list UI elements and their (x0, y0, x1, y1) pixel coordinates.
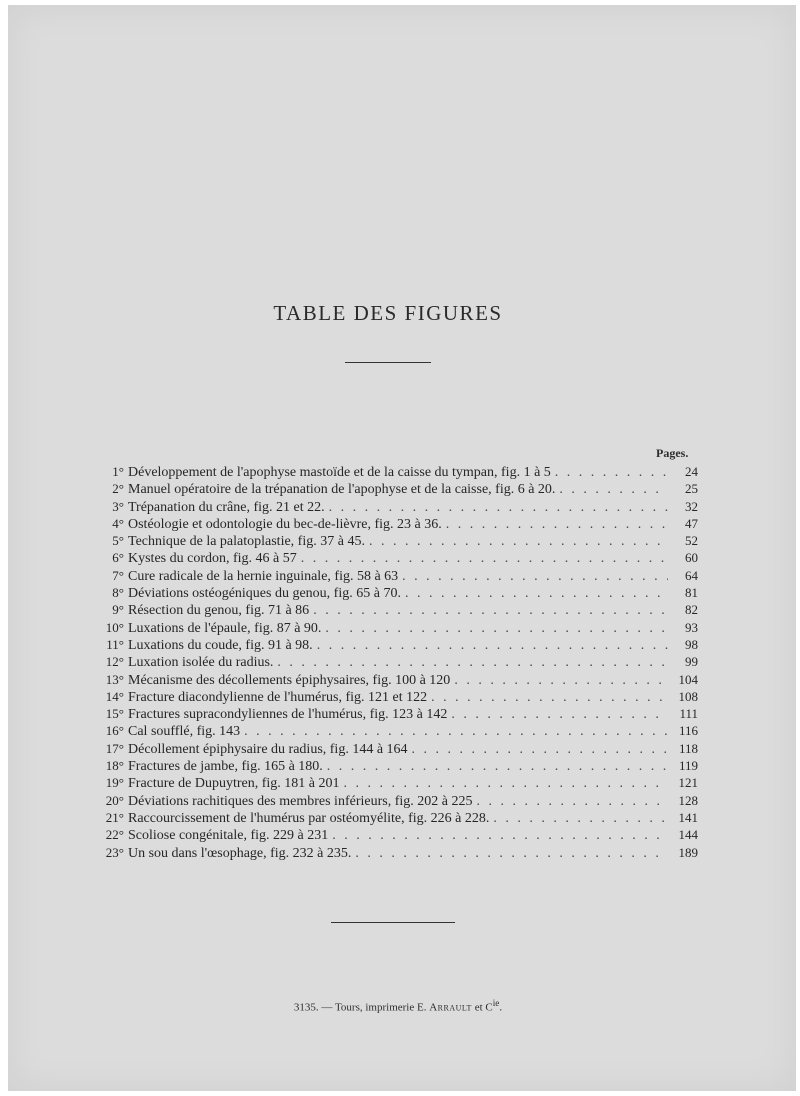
leader-dots (398, 568, 668, 585)
entry-page: 121 (678, 775, 698, 791)
toc-row (98, 653, 698, 670)
toc-row (98, 774, 698, 791)
entry-page: 64 (685, 567, 698, 583)
entry-number: 15° (105, 706, 124, 722)
entry-page: 52 (685, 533, 698, 549)
entry-label: Mécanisme des décollements épiphysaires, fig. 100 à 120 (128, 672, 451, 688)
entry-page: 116 (678, 723, 698, 739)
entry-label: Cure radicale de la hernie inguinale, fig. 58 à 63 (128, 568, 399, 584)
entry-label: Déviations rachitiques des membres inférieurs, fig. 202 à 225 (128, 793, 473, 809)
leader-dots (447, 706, 668, 723)
entry-label: Raccourcissement de l'humérus par ostéomyélite, fig. 226 à 228. (128, 810, 490, 826)
leader-dots (351, 845, 668, 862)
toc-row (98, 584, 698, 601)
toc-row (98, 844, 698, 861)
toc-row (98, 722, 698, 739)
toc-row (98, 567, 698, 584)
entry-number: 12° (105, 654, 124, 670)
toc-row (98, 619, 698, 636)
toc-row (98, 740, 698, 757)
entry-page: 24 (685, 464, 698, 479)
entry-number: 17° (105, 740, 124, 756)
entry-number: 19° (105, 775, 124, 791)
entry-label: Luxations du coude, fig. 91 à 98. (128, 637, 313, 653)
entry-number: 10° (105, 619, 124, 635)
entry-label: Ostéologie et odontologie du bec-de-lièvre, fig. 23 à 36. (128, 516, 442, 532)
leader-dots (450, 672, 668, 689)
toc-row (98, 688, 698, 705)
entry-page: 93 (685, 619, 698, 635)
entry-page: 189 (678, 844, 698, 860)
entry-label: Luxation isolée du radius. (128, 655, 274, 671)
entry-label: Fracture diacondylienne de l'humérus, fig. 121 et 122 (128, 689, 428, 705)
leader-dots (427, 689, 668, 706)
entry-page: 98 (685, 636, 698, 652)
leader-dots (273, 654, 668, 671)
entry-number: 6° (112, 550, 124, 566)
leader-dots (309, 602, 668, 619)
leader-dots (472, 793, 668, 810)
entry-label: Fractures supracondyliennes de l'humérus, fig. 123 à 142 (128, 707, 448, 723)
entry-number: 8° (112, 585, 124, 601)
toc-row (98, 549, 698, 566)
entry-number: 20° (105, 792, 124, 808)
entry-number: 13° (105, 671, 124, 687)
entry-number: 16° (105, 723, 124, 739)
entry-page: 118 (678, 740, 698, 756)
toc-row (98, 792, 698, 809)
entry-number: 7° (112, 567, 124, 583)
toc-row (98, 532, 698, 549)
entry-label: Résection du genou, fig. 71 à 86 (128, 603, 310, 619)
leader-dots (240, 723, 668, 740)
toc-row (98, 636, 698, 653)
leader-dots (442, 516, 668, 533)
toc-row (98, 515, 698, 532)
entry-label: Décollement épiphysaire du radius, fig. 144 à 164 (128, 741, 408, 757)
entry-number: 2° (112, 481, 124, 497)
leader-dots (551, 464, 668, 481)
title-divider (345, 362, 431, 363)
entry-number: 5° (112, 533, 124, 549)
imprint-end: . (499, 1001, 503, 1014)
entry-number: 11° (106, 636, 124, 652)
entry-number: 9° (112, 602, 124, 618)
entry-label: Luxations de l'épaule, fig. 87 à 90. (128, 620, 322, 636)
toc-row (98, 463, 698, 480)
leader-dots (340, 775, 669, 792)
entry-page: 82 (685, 602, 698, 618)
printer-imprint (8, 998, 788, 1014)
entry-number: 4° (112, 515, 124, 531)
toc-row (98, 480, 698, 497)
entry-number: 14° (105, 688, 124, 704)
entry-label: Scoliose congénitale, fig. 229 à 231 (128, 828, 329, 844)
imprint-prefix: 3135. — Tours, imprimerie E. (293, 1001, 427, 1014)
entry-label: Développement de l'apophyse mastoïde et de la caisse du tympan, fig. 1 à 5 (128, 465, 551, 480)
entry-page: 25 (685, 481, 698, 497)
imprint-suffix: et C (474, 1001, 493, 1014)
toc-row (98, 498, 698, 515)
table-of-figures (98, 463, 698, 861)
leader-dots (325, 499, 668, 516)
toc-row (98, 826, 698, 843)
entry-page: 104 (678, 671, 698, 687)
entry-label: Trépanation du crâne, fig. 21 et 22. (128, 499, 325, 515)
entry-page: 47 (685, 515, 698, 531)
entry-page: 141 (678, 809, 698, 825)
toc-row (98, 705, 698, 722)
page-title: TABLE DES FIGURES (273, 301, 503, 325)
leader-dots (489, 810, 668, 827)
entry-number: 21° (105, 809, 124, 825)
leader-dots (555, 481, 668, 498)
pages-column-header: Pages. (656, 446, 689, 460)
entry-page: 119 (678, 758, 698, 774)
leader-dots (297, 550, 668, 567)
toc-row (98, 601, 698, 618)
entry-page: 60 (685, 550, 698, 566)
entry-page: 99 (685, 654, 698, 670)
entry-page: 108 (678, 688, 698, 704)
entry-label: Fracture de Dupuytren, fig. 181 à 201 (128, 776, 340, 792)
entry-page: 144 (678, 827, 698, 843)
leader-dots (313, 637, 668, 654)
imprint-printer: Arrault (429, 1001, 472, 1014)
leader-dots (328, 827, 668, 844)
entry-label: Fractures de jambe, fig. 165 à 180. (128, 759, 323, 775)
entry-label: Déviations ostéogéniques du genou, fig. 65 à 70. (128, 586, 401, 602)
entry-page: 111 (679, 706, 698, 722)
entry-page: 32 (685, 498, 698, 514)
entry-number: 22° (105, 827, 124, 843)
leader-dots (401, 585, 668, 602)
entry-label: Kystes du cordon, fig. 46 à 57 (128, 551, 297, 567)
imprint-sup: ie (492, 998, 500, 1008)
entry-label: Un sou dans l'œsophage, fig. 232 à 235. (128, 845, 352, 861)
entry-number: 18° (105, 758, 124, 774)
book-page (8, 5, 796, 1091)
footer-divider (331, 922, 455, 923)
entry-number: 1° (112, 464, 124, 479)
toc-row (98, 671, 698, 688)
toc-row (98, 809, 698, 826)
leader-dots (321, 620, 668, 637)
toc-row (98, 757, 698, 774)
entry-page: 128 (678, 792, 698, 808)
entry-label: Manuel opératoire de la trépanation de l'apophyse et de la caisse, fig. 6 à 20. (128, 482, 556, 498)
leader-dots (365, 533, 668, 550)
leader-dots (323, 758, 668, 775)
entry-page: 81 (685, 585, 698, 601)
entry-number: 3° (112, 498, 124, 514)
entry-label: Technique de la palatoplastie, fig. 37 à 45. (128, 534, 365, 550)
leader-dots (408, 741, 668, 758)
entry-label: Cal soufflé, fig. 143 (128, 724, 241, 740)
entry-number: 23° (105, 844, 124, 860)
